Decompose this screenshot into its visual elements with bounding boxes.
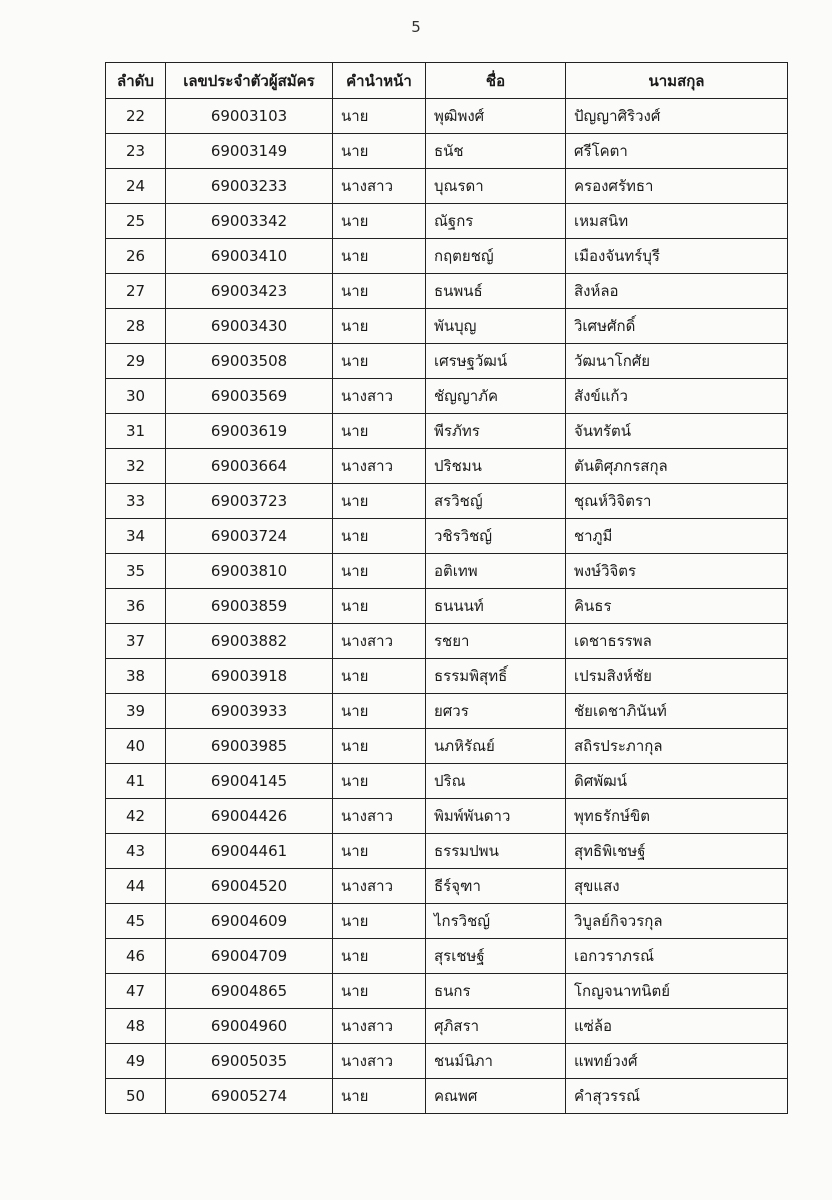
cell-last-name: แพทย์วงศ์ <box>566 1044 788 1079</box>
cell-last-name: สังข์แก้ว <box>566 379 788 414</box>
cell-no: 35 <box>106 554 166 589</box>
cell-prefix: นางสาว <box>333 869 426 904</box>
cell-prefix: นาย <box>333 484 426 519</box>
cell-no: 22 <box>106 99 166 134</box>
cell-first-name: ธรรมพิสุทธิ์ <box>426 659 566 694</box>
cell-applicant-id: 69003723 <box>166 484 333 519</box>
cell-applicant-id: 69003985 <box>166 729 333 764</box>
cell-last-name: ตันติศุภกรสกุล <box>566 449 788 484</box>
cell-applicant-id: 69003810 <box>166 554 333 589</box>
table-row <box>106 799 788 834</box>
cell-applicant-id: 69003918 <box>166 659 333 694</box>
cell-last-name: คินธร <box>566 589 788 624</box>
cell-applicant-id: 69003724 <box>166 519 333 554</box>
cell-applicant-id: 69003619 <box>166 414 333 449</box>
cell-no: 47 <box>106 974 166 1009</box>
table-row <box>106 904 788 939</box>
table-row <box>106 1079 788 1114</box>
cell-last-name: วิเศษศักดิ์ <box>566 309 788 344</box>
cell-applicant-id: 69004145 <box>166 764 333 799</box>
cell-last-name: ชุณห์วิจิตรา <box>566 484 788 519</box>
table-row <box>106 344 788 379</box>
cell-no: 34 <box>106 519 166 554</box>
table-row <box>106 274 788 309</box>
table-row <box>106 204 788 239</box>
cell-first-name: ธรรมปพน <box>426 834 566 869</box>
cell-no: 39 <box>106 694 166 729</box>
cell-last-name: แซ่ล้อ <box>566 1009 788 1044</box>
cell-prefix: นาย <box>333 134 426 169</box>
cell-no: 42 <box>106 799 166 834</box>
cell-first-name: นภหิรัณย์ <box>426 729 566 764</box>
cell-applicant-id: 69003933 <box>166 694 333 729</box>
cell-prefix: นาย <box>333 554 426 589</box>
cell-prefix: นาย <box>333 309 426 344</box>
cell-first-name: วชิรวิชญ์ <box>426 519 566 554</box>
cell-prefix: นางสาว <box>333 799 426 834</box>
table-row <box>106 484 788 519</box>
cell-last-name: เหมสนิท <box>566 204 788 239</box>
cell-first-name: ศุภิสรา <box>426 1009 566 1044</box>
cell-no: 29 <box>106 344 166 379</box>
cell-last-name: เปรมสิงห์ชัย <box>566 659 788 694</box>
cell-applicant-id: 69004709 <box>166 939 333 974</box>
cell-last-name: วิบูลย์กิจวรกุล <box>566 904 788 939</box>
cell-applicant-id: 69003859 <box>166 589 333 624</box>
cell-first-name: อติเทพ <box>426 554 566 589</box>
cell-prefix: นาย <box>333 834 426 869</box>
table-row <box>106 134 788 169</box>
cell-last-name: โกญจนาทนิตย์ <box>566 974 788 1009</box>
cell-applicant-id: 69003342 <box>166 204 333 239</box>
cell-prefix: นาย <box>333 659 426 694</box>
cell-first-name: ชนม์นิภา <box>426 1044 566 1079</box>
cell-first-name: คณพศ <box>426 1079 566 1114</box>
cell-last-name: พงษ์วิจิตร <box>566 554 788 589</box>
table-row <box>106 834 788 869</box>
cell-applicant-id: 69003569 <box>166 379 333 414</box>
cell-prefix: นาย <box>333 939 426 974</box>
cell-applicant-id: 69005035 <box>166 1044 333 1079</box>
cell-applicant-id: 69003103 <box>166 99 333 134</box>
cell-no: 32 <box>106 449 166 484</box>
table-row <box>106 379 788 414</box>
cell-applicant-id: 69004609 <box>166 904 333 939</box>
cell-applicant-id: 69004426 <box>166 799 333 834</box>
cell-last-name: จันทรัตน์ <box>566 414 788 449</box>
cell-last-name: พุทธรักษ์ขิต <box>566 799 788 834</box>
cell-no: 49 <box>106 1044 166 1079</box>
table-row <box>106 1009 788 1044</box>
cell-first-name: ณัฐกร <box>426 204 566 239</box>
table-row <box>106 694 788 729</box>
cell-last-name: เดชาธรรพล <box>566 624 788 659</box>
cell-first-name: ธีร์จุฑา <box>426 869 566 904</box>
cell-prefix: นาย <box>333 729 426 764</box>
cell-prefix: นาย <box>333 204 426 239</box>
cell-no: 41 <box>106 764 166 799</box>
cell-first-name: บุณรดา <box>426 169 566 204</box>
cell-applicant-id: 69004461 <box>166 834 333 869</box>
cell-first-name: ชัญญาภัค <box>426 379 566 414</box>
cell-applicant-id: 69004520 <box>166 869 333 904</box>
applicant-table <box>105 62 788 1114</box>
cell-no: 28 <box>106 309 166 344</box>
table-row <box>106 729 788 764</box>
table-row <box>106 519 788 554</box>
table-body <box>106 99 788 1114</box>
cell-applicant-id: 69003233 <box>166 169 333 204</box>
cell-prefix: นาย <box>333 414 426 449</box>
table-row <box>106 239 788 274</box>
cell-prefix: นาย <box>333 974 426 1009</box>
cell-prefix: นาย <box>333 99 426 134</box>
cell-no: 33 <box>106 484 166 519</box>
table-row <box>106 309 788 344</box>
table-row <box>106 554 788 589</box>
cell-first-name: ธนนนท์ <box>426 589 566 624</box>
cell-applicant-id: 69003430 <box>166 309 333 344</box>
cell-applicant-id: 69003882 <box>166 624 333 659</box>
cell-prefix: นาย <box>333 694 426 729</box>
cell-first-name: ธนพนธ์ <box>426 274 566 309</box>
cell-first-name: พันบุญ <box>426 309 566 344</box>
cell-last-name: สิงห์ลอ <box>566 274 788 309</box>
cell-prefix: นาย <box>333 519 426 554</box>
cell-prefix: นาย <box>333 1079 426 1114</box>
cell-prefix: นาย <box>333 274 426 309</box>
cell-applicant-id: 69003508 <box>166 344 333 379</box>
cell-no: 37 <box>106 624 166 659</box>
cell-first-name: ปริชมน <box>426 449 566 484</box>
table-row <box>106 449 788 484</box>
cell-no: 40 <box>106 729 166 764</box>
cell-no: 38 <box>106 659 166 694</box>
cell-no: 31 <box>106 414 166 449</box>
table-row <box>106 1044 788 1079</box>
table-row <box>106 869 788 904</box>
table-row <box>106 764 788 799</box>
cell-applicant-id: 69004960 <box>166 1009 333 1044</box>
cell-no: 26 <box>106 239 166 274</box>
cell-first-name: กฤตยชญ์ <box>426 239 566 274</box>
cell-prefix: นางสาว <box>333 1044 426 1079</box>
cell-first-name: ธนกร <box>426 974 566 1009</box>
cell-no: 36 <box>106 589 166 624</box>
cell-last-name: เมืองจันทร์บุรี <box>566 239 788 274</box>
cell-last-name: ครองศรัทธา <box>566 169 788 204</box>
table-row <box>106 169 788 204</box>
cell-applicant-id: 69003410 <box>166 239 333 274</box>
cell-no: 27 <box>106 274 166 309</box>
cell-last-name: สถิรประภากุล <box>566 729 788 764</box>
page-number: 5 <box>411 18 421 36</box>
cell-last-name: ดิศพัฒน์ <box>566 764 788 799</box>
cell-no: 45 <box>106 904 166 939</box>
cell-no: 30 <box>106 379 166 414</box>
cell-no: 50 <box>106 1079 166 1114</box>
cell-no: 46 <box>106 939 166 974</box>
table-row <box>106 414 788 449</box>
cell-first-name: เศรษฐวัฒน์ <box>426 344 566 379</box>
cell-applicant-id: 69004865 <box>166 974 333 1009</box>
cell-prefix: นาย <box>333 904 426 939</box>
cell-no: 44 <box>106 869 166 904</box>
cell-first-name: ไกรวิชญ์ <box>426 904 566 939</box>
cell-prefix: นาย <box>333 589 426 624</box>
header-last-name: นามสกุล <box>566 63 788 99</box>
cell-last-name: ปัญญาศิริวงศ์ <box>566 99 788 134</box>
cell-applicant-id: 69003149 <box>166 134 333 169</box>
cell-no: 25 <box>106 204 166 239</box>
cell-last-name: ศรีโคตา <box>566 134 788 169</box>
cell-first-name: พีรภัทร <box>426 414 566 449</box>
cell-prefix: นางสาว <box>333 379 426 414</box>
cell-prefix: นาย <box>333 239 426 274</box>
header-no: ลำดับ <box>106 63 166 99</box>
header-first-name: ชื่อ <box>426 63 566 99</box>
cell-last-name: สุทธิพิเชษฐ์ <box>566 834 788 869</box>
cell-prefix: นางสาว <box>333 449 426 484</box>
cell-last-name: วัฒนาโกศัย <box>566 344 788 379</box>
cell-first-name: ปริณ <box>426 764 566 799</box>
cell-prefix: นางสาว <box>333 169 426 204</box>
table-header-row <box>106 63 788 99</box>
cell-first-name: ธนัช <box>426 134 566 169</box>
header-applicant-id: เลขประจำตัวผู้สมัคร <box>166 63 333 99</box>
cell-prefix: นางสาว <box>333 624 426 659</box>
cell-prefix: นาย <box>333 764 426 799</box>
cell-prefix: นาย <box>333 344 426 379</box>
cell-last-name: สุขแสง <box>566 869 788 904</box>
cell-applicant-id: 69003423 <box>166 274 333 309</box>
cell-first-name: สุรเชษฐ์ <box>426 939 566 974</box>
cell-no: 43 <box>106 834 166 869</box>
cell-first-name: สรวิชญ์ <box>426 484 566 519</box>
cell-prefix: นางสาว <box>333 1009 426 1044</box>
cell-no: 23 <box>106 134 166 169</box>
cell-last-name: เอกวราภรณ์ <box>566 939 788 974</box>
cell-applicant-id: 69003664 <box>166 449 333 484</box>
cell-first-name: พุฒิพงศ์ <box>426 99 566 134</box>
cell-last-name: ชาภูมี <box>566 519 788 554</box>
table-row <box>106 589 788 624</box>
cell-last-name: ชัยเดชาภินันท์ <box>566 694 788 729</box>
cell-no: 24 <box>106 169 166 204</box>
cell-first-name: รชยา <box>426 624 566 659</box>
table-row <box>106 99 788 134</box>
cell-last-name: คำสุวรรณ์ <box>566 1079 788 1114</box>
cell-first-name: ยศวร <box>426 694 566 729</box>
cell-applicant-id: 69005274 <box>166 1079 333 1114</box>
table-row <box>106 624 788 659</box>
table-row <box>106 659 788 694</box>
cell-no: 48 <box>106 1009 166 1044</box>
table-row <box>106 974 788 1009</box>
cell-first-name: พิมพ์พันดาว <box>426 799 566 834</box>
table-row <box>106 939 788 974</box>
header-prefix: คำนำหน้า <box>333 63 426 99</box>
